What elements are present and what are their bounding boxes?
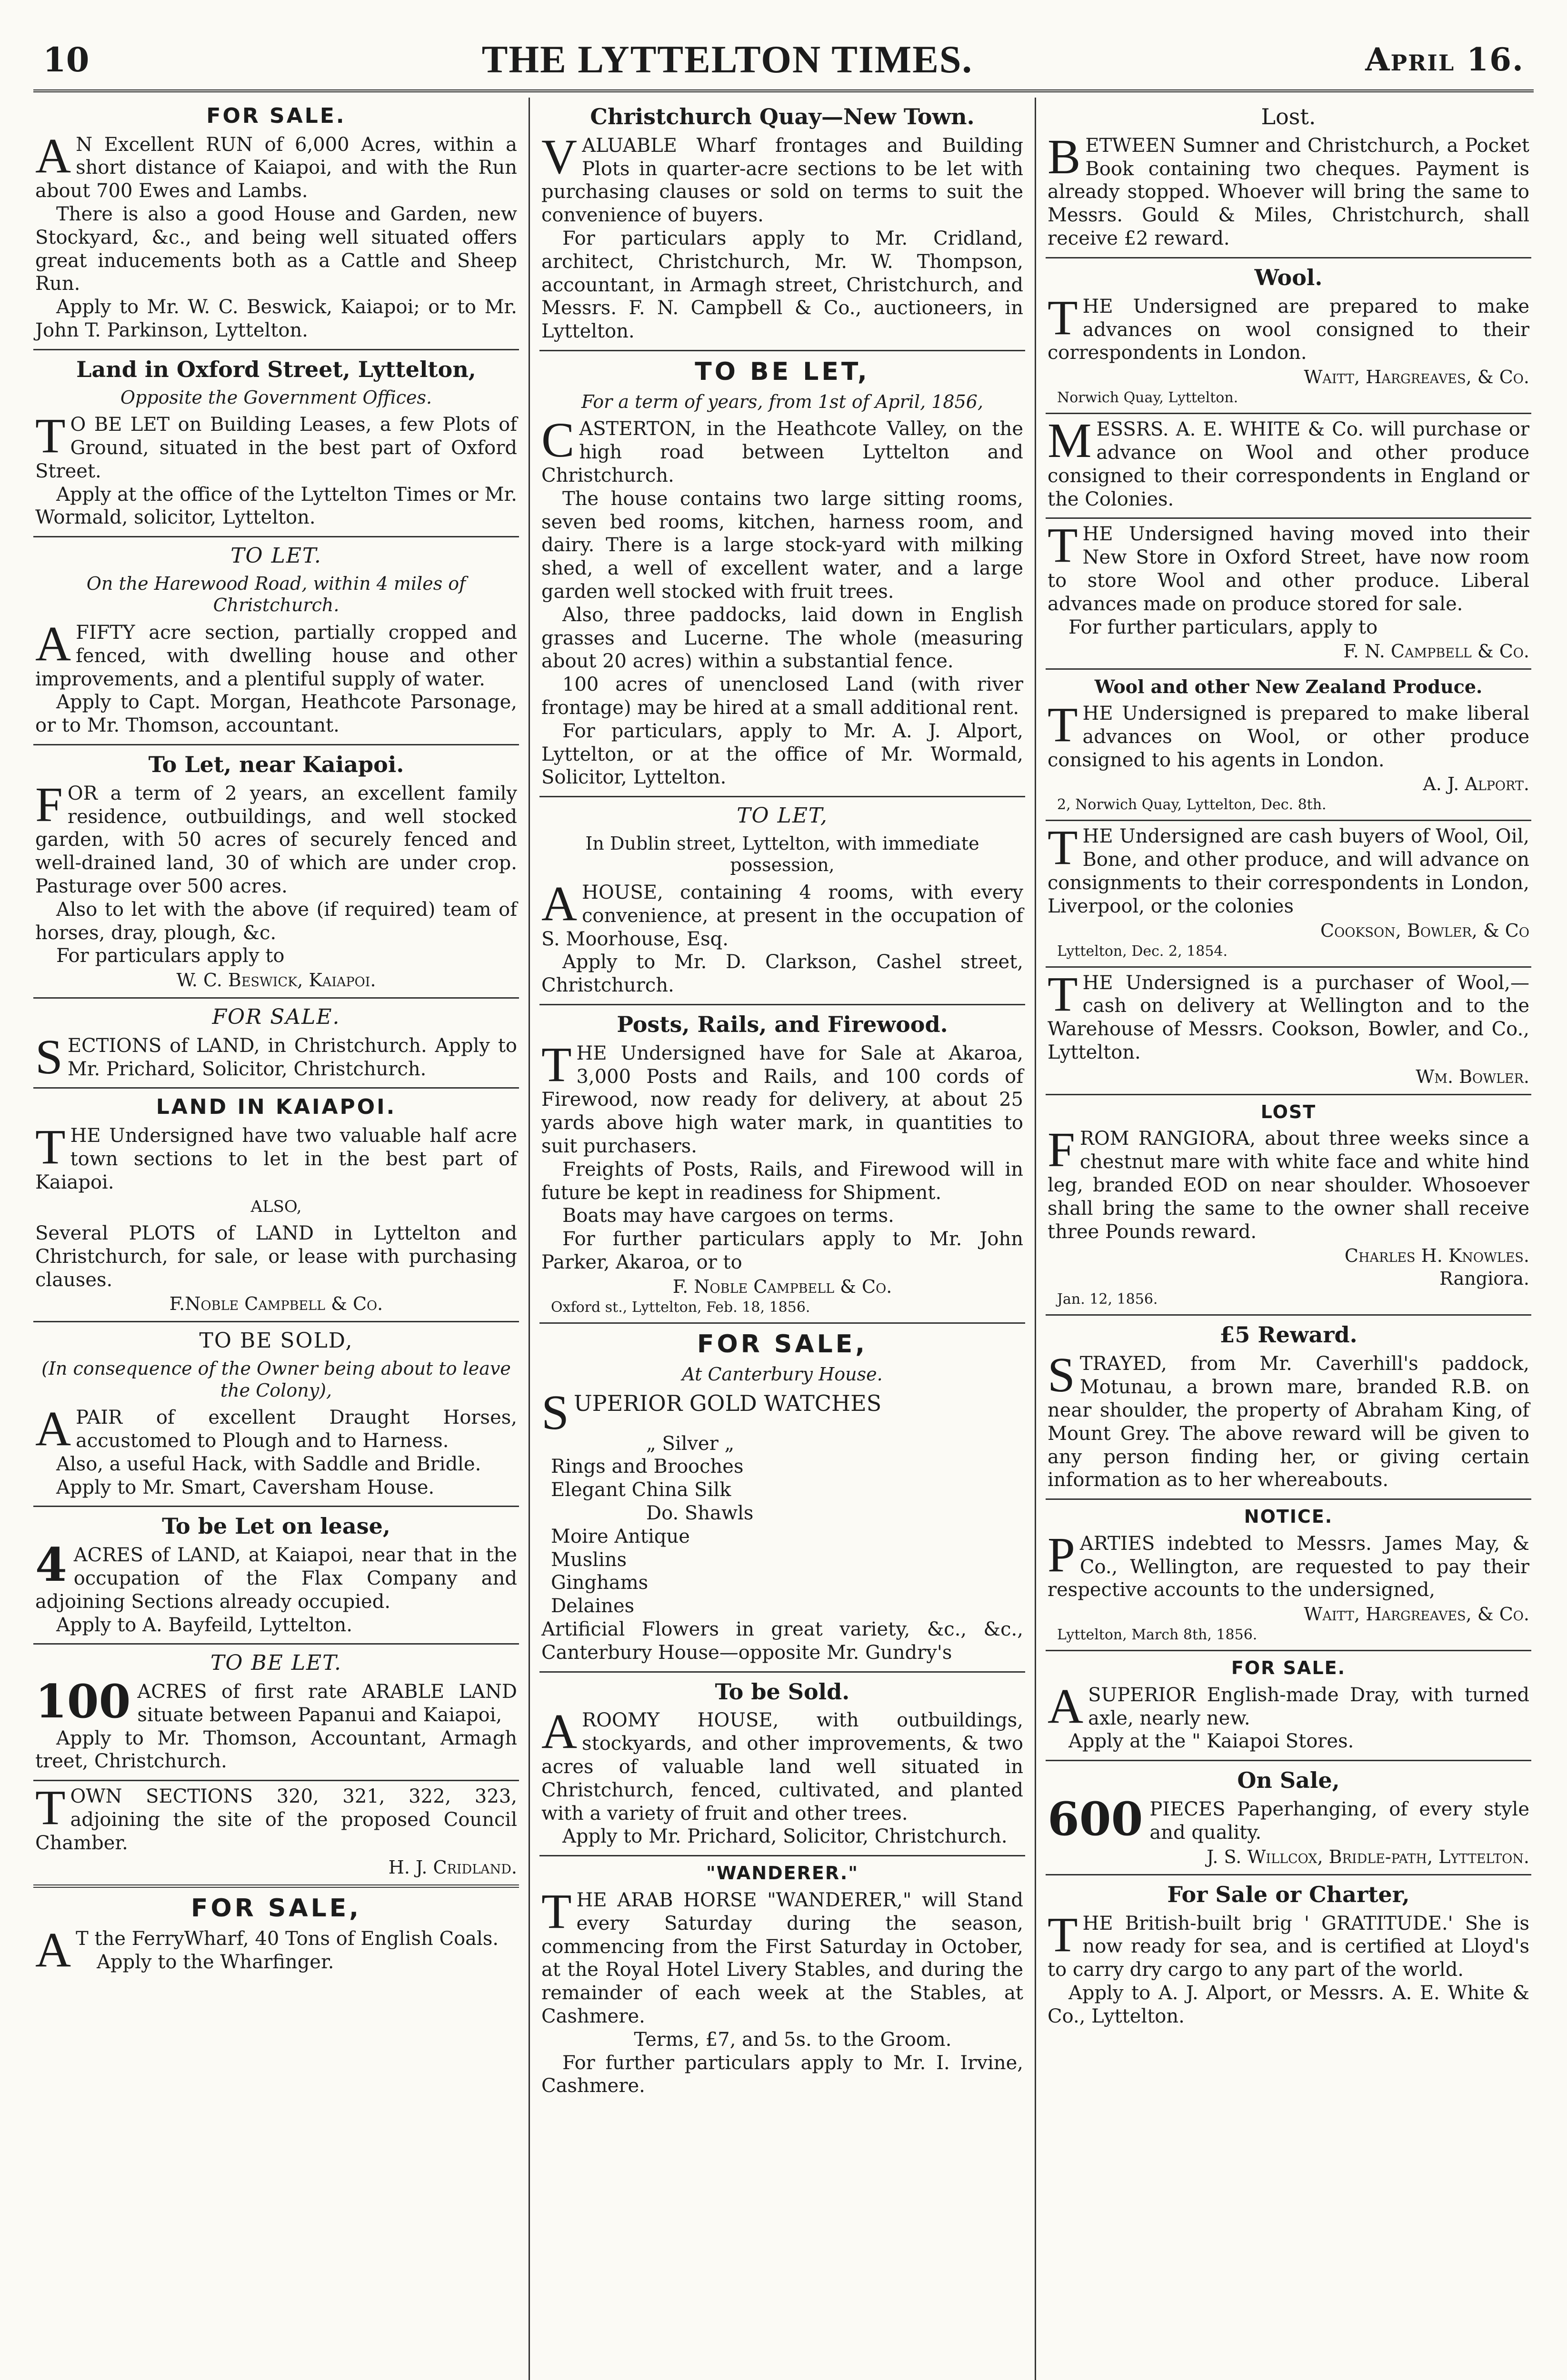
ad-body: Apply at the " Kaiapoi Stores. xyxy=(1068,1730,1354,1753)
ad-dublin-street-house xyxy=(539,797,1025,1005)
ad-100-acres xyxy=(33,1645,519,1781)
ad-lost-mare xyxy=(1046,1095,1531,1316)
ad-paperhanging xyxy=(1046,1761,1531,1875)
ad-signature: W. C. Beswick, Kaiapoi. xyxy=(176,970,376,991)
ad-body: Apply to Capt. Morgan, Heathcote Parsonage, or to Mr. Thomson, accountant. xyxy=(35,691,517,737)
drop-cap: M xyxy=(1048,413,1092,468)
ad-body: Apply to Mr. Smart, Caversham House. xyxy=(56,1476,435,1498)
ad-oxford-street-land xyxy=(33,350,519,537)
drop-cap: T xyxy=(541,1884,572,1939)
ad-dray-for-sale xyxy=(1046,1651,1531,1761)
ad-white-and-co xyxy=(1046,414,1531,519)
drop-cap: T xyxy=(1048,966,1078,1021)
ad-body: Also, a useful Hack, with Saddle and Bridle. xyxy=(56,1453,481,1475)
ad-body: SUPERIOR GOLD WATCHES xyxy=(541,1385,882,1440)
ad-body: For particulars apply to xyxy=(56,945,285,967)
list-item: Delaines xyxy=(551,1595,635,1617)
ad-body: 100 ACRES of first rate ARABLE LAND situate between Papanui and Kaiapoi, xyxy=(35,1674,517,1728)
ad-subheading: Opposite the Government Offices. xyxy=(120,387,432,408)
masthead-rule xyxy=(33,89,1534,92)
ad-body: For particulars, apply to Mr. A. J. Alport, Lyttelton, or at the office of Mr. Wormald, Solicitor, Lyttelton. xyxy=(541,720,1023,789)
ad-heading: LAND IN KAIAPOI. xyxy=(156,1095,397,1120)
ad-heading: FOR SALE. xyxy=(1231,1657,1346,1679)
ad-body: TOWN SECTIONS 320, 321, 322, 323, adjoining the site of the proposed Council Chamber. xyxy=(35,1780,517,1854)
ad-body: Apply to A. Bayfeild, Lyttelton. xyxy=(56,1614,353,1636)
ad-body: Apply to Mr. Prichard, Solicitor, Christchurch. xyxy=(562,1825,1008,1848)
drop-cap: F xyxy=(35,777,63,832)
drop-cap: F xyxy=(1048,1122,1075,1178)
ad-body: 4 ACRES of LAND, at Kaiapoi, near that in the occupation of the Flax Company and adjoining Sections already occupied. xyxy=(35,1538,517,1613)
drop-number: 600 xyxy=(1048,1792,1143,1846)
ad-heading: NOTICE. xyxy=(1244,1506,1333,1527)
ad-body: FROM RANGIORA, about three weeks since a chestnut mare with white face and white hind leg, branded EOD on near shoulder. Whosoever shall bring the same to the owner shall receive three Pounds reward. xyxy=(1048,1122,1529,1243)
drop-cap: T xyxy=(35,408,66,464)
ad-body: Also, three paddocks, laid down in English grasses and Lucerne. The whole (measuring about 20 acres) within a substantial fence. xyxy=(541,604,1023,673)
ad-body: For further particulars apply to Mr. I. Irvine, Cashmere. xyxy=(541,2052,1023,2097)
ad-roomy-house xyxy=(539,1673,1025,1857)
ad-signature: F. N. Campbell & Co. xyxy=(1343,641,1529,662)
ad-draught-horses xyxy=(33,1322,519,1507)
ad-signature: A. J. Alport. xyxy=(1423,774,1529,795)
ad-body: Apply to Mr. Thomson, Accountant, Armagh treet, Christchurch. xyxy=(35,1727,517,1773)
drop-cap: S xyxy=(35,1029,63,1084)
ad-body: FOR a term of 2 years, an excellent family residence, outbuildings, and well stocked garden, with 50 acres of securely fenced and well-drained land, 30 of which are under crop. Pasturage over 500 acres. xyxy=(35,777,517,898)
ad-body: THE Undersigned is a purchaser of Wool,—cash on delivery at Wellington and to the Warehouse of Messrs. Cookson, Bowler, and Co., Lyttelton. xyxy=(1048,966,1529,1063)
ad-heading: TO LET. xyxy=(230,544,322,568)
ad-body: A SUPERIOR English-made Dray, with turned axle, nearly new. xyxy=(1048,1678,1529,1734)
ad-heading: To Let, near Kaiapoi. xyxy=(148,752,404,777)
ad-land-in-kaiapoi xyxy=(33,1089,519,1322)
ad-body: A ROOMY HOUSE, with outbuildings, stockyards, and other improvements, & two acres of valuable land well situated in Christchurch, fenced, cultivated, and planted with a variety of fruit and other trees. xyxy=(541,1704,1023,1825)
ad-body: STRAYED, from Mr. Caverhill's paddock, Motunau, a brown mare, branded R.B. on near shoulder, the property of Abraham King, of Mount Grey. The above reward will be given to any person finding her, or giving certain information as to her whereabouts. xyxy=(1048,1348,1529,1491)
drop-cap: B xyxy=(1048,129,1081,184)
column-divider xyxy=(1035,98,1036,2380)
ad-wool-advances xyxy=(1046,258,1531,414)
ad-brig-gratitude xyxy=(1046,1875,1531,2035)
ad-heading: Lost. xyxy=(1261,104,1316,129)
ad-heading: FOR SALE, xyxy=(191,1894,361,1923)
ad-wanderer-horse xyxy=(539,1856,1025,2104)
ad-signature: J. S. Willcox, Bridle-path, Lyttelton. xyxy=(1207,1846,1529,1867)
ad-subheading: At Canterbury House. xyxy=(682,1363,883,1385)
drop-cap: P xyxy=(1048,1527,1075,1582)
drop-cap: A xyxy=(35,128,71,183)
ad-cash-buyers xyxy=(1046,821,1531,967)
newspaper-title: THE LYTTELTON TIMES. xyxy=(481,38,973,81)
ad-heading: FOR SALE. xyxy=(212,1005,340,1030)
ad-lost-pocket-book xyxy=(1046,98,1531,258)
ad-heading: For Sale or Charter, xyxy=(1167,1881,1410,1907)
drop-cap: A xyxy=(35,1401,71,1457)
ad-body: THE Undersigned having moved into their New Store in Oxford Street, have now room to store Wool and other produce. Liberal advances made on produce stored for sale. xyxy=(1048,518,1529,615)
ad-heading: TO BE SOLD, xyxy=(199,1329,353,1353)
ad-signature: Cookson, Bowler, & Co xyxy=(1320,920,1529,941)
list-item: „ Silver „ xyxy=(646,1432,735,1455)
ad-heading: On Sale, xyxy=(1237,1767,1340,1794)
list-item: Muslins xyxy=(551,1548,627,1571)
ad-date: Oxford st., Lyttelton, Feb. 18, 1856. xyxy=(551,1299,810,1316)
drop-cap: S xyxy=(541,1385,569,1440)
ad-body: Apply to A. J. Alport, or Messrs. A. E. White & Co., Lyttelton. xyxy=(1048,1982,1529,2027)
drop-number: 100 xyxy=(35,1674,131,1728)
ad-place: Rangiora. xyxy=(1439,1268,1529,1289)
ad-body: Artificial Flowers in great variety, &c., &c., Canterbury House—opposite Mr. Gundry's xyxy=(541,1618,1023,1664)
ad-body: A T the FerryWharf, 40 Tons of English Coals. xyxy=(35,1923,499,1978)
ad-body: THE Undersigned is prepared to make liberal advances on Wool, or other produce consigned to his agents in London. xyxy=(1048,697,1529,771)
ad-body: VALUABLE Wharf frontages and Building Plots in quarter-acre sections to be let with purchasing clauses or sold on terms to suit the convenience of buyers. xyxy=(541,129,1023,227)
ad-heading: Posts, Rails, and Firewood. xyxy=(617,1011,948,1037)
ad-body: SECTIONS of LAND, in Christchurch. Apply to Mr. Prichard, Solicitor, Christchurch. xyxy=(35,1029,517,1084)
ad-signature: F. Noble Campbell & Co. xyxy=(672,1276,892,1297)
ad-date: Norwich Quay, Lyttelton. xyxy=(1057,389,1238,407)
column-1 xyxy=(33,98,519,2380)
drop-number: 4 xyxy=(35,1538,67,1592)
ad-heading: TO BE LET. xyxy=(210,1651,342,1676)
ad-body: There is also a good House and Garden, new Stockyard, &c., and being well situated offers great inducements both as a Cattle and Sheep Run. xyxy=(35,203,517,295)
ad-signature: F.Noble Campbell & Co. xyxy=(169,1293,383,1315)
ad-body: Terms, £7, and 5s. to the Groom. xyxy=(634,2028,952,2051)
ad-five-pound-reward xyxy=(1046,1316,1531,1500)
ad-run-for-sale xyxy=(33,98,519,350)
ad-body: Several PLOTS of LAND in Lyttelton and Christchurch, for sale, or lease with purchasing clauses. xyxy=(35,1222,517,1291)
ad-date: 2, Norwich Quay, Lyttelton, Dec. 8th. xyxy=(1057,796,1327,813)
ad-body: CASTERTON, in the Heathcote Valley, on the high road between Lyttelton and Christchurch. xyxy=(541,413,1023,487)
ad-body: PARTIES indebted to Messrs. James May, & Co., Wellington, are requested to pay their respective accounts to the undersigned, xyxy=(1048,1527,1529,1601)
ad-signature: Wm. Bowler. xyxy=(1416,1066,1529,1087)
ad-christchurch-quay xyxy=(539,98,1025,351)
ad-body: The house contains two large sitting rooms, seven bed rooms, kitchen, harness room, and dairy. There is a large stock-yard with milking shed, a well of excellent water, and a large garden well stocked with fruit trees. xyxy=(541,487,1023,603)
drop-cap: T xyxy=(541,1037,572,1092)
ad-heading: To be Let on lease, xyxy=(162,1513,390,1539)
ad-town-sections xyxy=(33,1781,519,1887)
ad-subheading: On the Harewood Road, within 4 miles of Christchurch. xyxy=(86,573,466,616)
ad-subheading: For a term of years, from 1st of April, 1856, xyxy=(581,391,984,412)
ad-heading: "WANDERER." xyxy=(706,1863,859,1884)
ad-body: Boats may have cargoes on terms. xyxy=(562,1205,894,1227)
drop-cap: T xyxy=(1048,290,1078,345)
ad-body: For further particulars apply to Mr. John Parker, Akaroa, or to xyxy=(541,1228,1023,1274)
drop-cap: T xyxy=(35,1120,66,1175)
ad-body: THE Undersigned are cash buyers of Wool, Oil, Bone, and other produce, and will advance on consignments to their correspondents in London, Liverpool, or the colonies xyxy=(1048,820,1529,917)
ad-body: THE Undersigned are prepared to make advances on wool consigned to their correspondents in London. xyxy=(1048,290,1529,364)
list-item: Do. Shawls xyxy=(646,1502,754,1524)
ad-body: Apply to Mr. W. C. Beswick, Kaiapoi; or to Mr. John T. Parkinson, Lyttelton. xyxy=(35,296,517,341)
drop-cap: S xyxy=(1048,1348,1075,1403)
ad-body: THE ARAB HORSE "WANDERER," will Stand every Saturday during the season, commencing from the First Saturday in October, at the Royal Hotel Livery Stables, and during the remainder of each week at the Stables, at Cashmere. xyxy=(541,1884,1023,2027)
ad-date: Lyttelton, March 8th, 1856. xyxy=(1057,1626,1258,1644)
ad-body: Apply at the office of the Lyttelton Times or Mr. Wormald, solicitor, Lyttelton. xyxy=(35,483,517,529)
ad-body: MESSRS. A. E. WHITE & Co. will purchase or advance on Wool and other produce consigned to their correspondents in England or the Colonies. xyxy=(1048,413,1529,510)
ad-heading: To be Sold. xyxy=(715,1678,850,1705)
drop-cap: T xyxy=(35,1780,66,1835)
ad-body: Also to let with the above (if required) team of horses, dray, plough, &c. xyxy=(35,898,517,944)
ad-body: Freights of Posts, Rails, and Firewood will in future be kept in readiness for Shipment. xyxy=(541,1158,1023,1204)
ad-body: T O BE LET on Building Leases, a few Plots of Ground, situated in the best part of Oxford Street. xyxy=(35,408,517,482)
issue-date: April 16. xyxy=(1365,41,1524,78)
drop-cap: A xyxy=(35,616,71,672)
ad-signature: H. J. Cridland. xyxy=(388,1856,517,1878)
ad-body: Apply to Mr. D. Clarkson, Cashel street, Christchurch. xyxy=(541,951,1023,997)
ad-heading: LOST xyxy=(1260,1101,1317,1122)
ad-nz-produce xyxy=(1046,670,1531,821)
ad-heading: Land in Oxford Street, Lyttelton, xyxy=(76,356,476,382)
ad-body: THE British-built brig ' GRATITUDE.' She is now ready for sea, and is certified at Lloyd's to carry dry cargo to any part of the world. xyxy=(1048,1907,1529,1981)
list-item: Ginghams xyxy=(551,1572,649,1594)
drop-cap: T xyxy=(1048,820,1078,875)
drop-cap: T xyxy=(1048,697,1078,753)
ad-body: Apply to the Wharfinger. xyxy=(97,1951,334,1973)
ad-oxford-street-store xyxy=(1046,519,1531,670)
drop-cap: A xyxy=(541,1704,578,1759)
ad-sections-christchurch xyxy=(33,999,519,1089)
ad-date: Jan. 12, 1856. xyxy=(1057,1291,1158,1308)
list-item: Rings and Brooches xyxy=(551,1456,744,1478)
masthead xyxy=(43,33,1524,86)
ad-body: THE Undersigned have two valuable half acre town sections to let in the best part of Kaiapoi. xyxy=(35,1120,517,1193)
ad-date: Lyttelton, Dec. 2, 1854. xyxy=(1057,942,1228,960)
drop-cap: T xyxy=(1048,518,1078,573)
ad-heading: Wool and other New Zealand Produce. xyxy=(1094,676,1483,698)
ad-signature: Waitt, Hargreaves, & Co. xyxy=(1304,367,1529,388)
ad-body: A HOUSE, containing 4 rooms, with every convenience, at present in the occupation of S. Moorhouse, Esq. xyxy=(541,876,1023,950)
ad-body: A PAIR of excellent Draught Horses, accustomed to Plough and to Harness. xyxy=(35,1401,517,1457)
ad-body: For particulars apply to Mr. Cridland, architect, Christchurch, Mr. W. Thompson, accountant, in Armagh street, Christchurch, and Messrs. F. N. Campbell & Co., auctioneers, in Lyttelton. xyxy=(541,228,1023,343)
ad-heading: FOR SALE, xyxy=(697,1329,868,1359)
ad-near-kaiapoi xyxy=(33,745,519,999)
ad-posts-rails-firewood xyxy=(539,1005,1025,1324)
ad-heading: Christchurch Quay—New Town. xyxy=(590,104,975,129)
list-item: Moire Antique xyxy=(551,1525,690,1547)
ad-signature: Waitt, Hargreaves, & Co. xyxy=(1304,1604,1529,1625)
drop-cap: V xyxy=(541,129,578,184)
ad-subheading: In Dublin street, Lyttelton, with immediate possession, xyxy=(585,833,979,876)
ad-heading: TO LET, xyxy=(737,803,828,828)
ad-body: 600 PIECES Paperhanging, of every style and quality. xyxy=(1048,1792,1529,1846)
ad-body: A N Excellent RUN of 6,000 Acres, within a short distance of Kaiapoi, and with the Run about 700 Ewes and Lambs. xyxy=(35,128,517,202)
column-divider xyxy=(529,98,530,2380)
ad-body: 100 acres of unenclosed Land (with river frontage) may be hired at a small additional rent. xyxy=(541,674,1023,719)
list-item: Elegant China Silk xyxy=(551,1479,731,1501)
ad-notice xyxy=(1046,1500,1531,1651)
ad-body: A FIFTY acre section, partially cropped and fenced, with dwelling house and other improvements, and a plentiful supply of water. xyxy=(35,616,517,690)
ad-body: For further particulars, apply to xyxy=(1068,616,1378,638)
ad-heading: Wool. xyxy=(1254,264,1323,290)
ad-heading: TO BE LET, xyxy=(695,357,870,387)
ad-signature: Charles H. Knowles. xyxy=(1344,1245,1529,1267)
drop-cap: C xyxy=(541,413,575,468)
ad-also: ALSO, xyxy=(250,1197,302,1217)
ad-casterton xyxy=(539,351,1025,797)
column-3 xyxy=(1046,98,1531,2380)
ad-canterbury-house xyxy=(539,1324,1025,1673)
ad-english-coals xyxy=(33,1888,519,1981)
page-number: 10 xyxy=(43,40,90,79)
drop-cap: T xyxy=(1048,1907,1078,1962)
ad-body: BETWEEN Sumner and Christchurch, a Pocket Book containing two cheques. Payment is already stopped. Whoever will bring the same to Messrs. Gould & Miles, Christchurch, shall receive £2 reward. xyxy=(1048,129,1529,250)
drop-cap: A xyxy=(541,876,578,931)
drop-cap: A xyxy=(35,1923,71,1978)
ad-lease-kaiapoi xyxy=(33,1507,519,1645)
ad-body: THE Undersigned have for Sale at Akaroa, 3,000 Posts and Rails, and 100 cords of Firewood, now ready for delivery, at about 25 yards above high water mark, in quantities to suit purchasers. xyxy=(541,1037,1023,1158)
ad-harewood-road xyxy=(33,537,519,745)
drop-cap: A xyxy=(1048,1678,1084,1734)
ad-wool-purchaser xyxy=(1046,968,1531,1095)
goods-list xyxy=(551,1432,1023,1618)
ad-subheading: (In consequence of the Owner being about to leave the Colony), xyxy=(41,1358,511,1401)
column-2 xyxy=(539,98,1025,2380)
ad-heading: £5 Reward. xyxy=(1219,1322,1357,1348)
ad-heading: FOR SALE. xyxy=(206,104,346,128)
